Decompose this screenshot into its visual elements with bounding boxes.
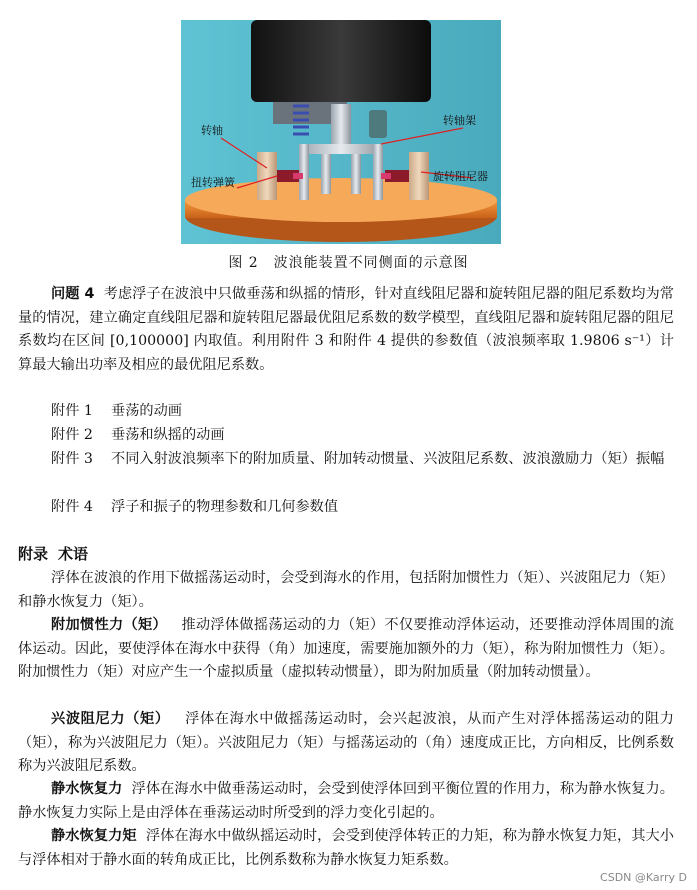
appendix-title: 术语 (58, 545, 89, 563)
term-text: 推动浮体做摇荡运动的力（矩）不仅要推动浮体运动，还要推动浮体周围的流体运动。因此，要使浮体在海水中获得（角）加速度，需要施加额外的力（矩），称为附加惯性力（矩）。附加惯性力（矩）对应产生一个虚拟质量（虚拟转动惯量），即为附加质量（附加转动惯量）。 (18, 617, 674, 680)
term-name: 静水恢复力矩 (51, 828, 137, 844)
term-name: 兴波阻尼力（矩） (51, 711, 170, 727)
watermark: CSDN @Karry D (600, 871, 687, 884)
device-diagram (181, 20, 501, 244)
term-paragraph (18, 778, 674, 825)
term-paragraph (18, 614, 674, 685)
attachment-text: 垂荡的动画 (111, 403, 182, 419)
attachment-number: 附件 4 (51, 499, 93, 515)
appendix-intro: 浮体在波浪的作用下做摇荡运动时，会受到海水的作用，包括附加惯性力（矩）、兴波阻尼力（矩）和静水恢复力（矩）。 (18, 570, 674, 610)
term-text: 浮体在海水中做纵摇运动时，会受到使浮体转正的力矩，称为静水恢复力矩，其大小与浮体相对于静水面的转角成正比，比例系数称为静水恢复力矩系数。 (18, 828, 674, 868)
term-text: 浮体在海水中做垂荡运动时，会受到使浮体回到平衡位置的作用力，称为静水恢复力。静水恢复力实际上是由浮体在垂荡运动时所受到的浮力变化引起的。 (18, 781, 674, 821)
attachment-item (18, 496, 674, 520)
label-shaft: 转轴 (201, 124, 223, 137)
attachment-item (18, 400, 674, 424)
label-torsion-spring: 扭转弹簧 (191, 176, 235, 189)
term-name: 附加惯性力（矩） (51, 617, 167, 633)
problem-4-paragraph (18, 283, 674, 377)
appendix-heading (18, 543, 98, 564)
problem-4-text: 考虑浮子在波浪中只做垂荡和纵摇的情形，针对直线阻尼器和旋转阻尼器的阻尼系数均为常量的情况，建立确定直线阻尼器和旋转阻尼器最优阻尼系数的数学模型，直线阻尼器和旋转阻尼器的阻尼系数均在区间 [0,100000] 内取值。利用附件 3 和附件 4 提供的参数值（波浪频率取 1.9806 s⁻¹）计算最大输出功率及相应的最优阻尼系数。 (18, 286, 674, 373)
term-paragraph (18, 708, 674, 779)
attachment-number: 附件 3 (51, 451, 93, 467)
problem-4-title: 问题 4 (51, 286, 95, 302)
appendix-label: 附录 (18, 545, 49, 563)
term-name: 静水恢复力 (51, 781, 123, 797)
label-rotary-damper: 旋转阻尼器 (433, 170, 488, 183)
device-illustration (181, 20, 501, 244)
term-text: 浮体在海水中做摇荡运动时，会兴起波浪，从而产生对浮体摇荡运动的阻力（矩），称为兴波阻尼力（矩）。兴波阻尼力（矩）与摇荡运动的（角）速度成正比，方向相反，比例系数称为兴波阻尼系数。 (18, 711, 674, 774)
figure-caption: 图 2 波浪能装置不同侧面的示意图 (228, 255, 469, 271)
label-shaft-frame: 转轴架 (443, 114, 476, 127)
attachment-text: 浮子和振子的物理参数和几何参数值 (111, 499, 339, 515)
attachment-item (18, 424, 674, 448)
attachment-item (18, 448, 674, 472)
attachment-number: 附件 2 (51, 427, 93, 443)
term-paragraph (18, 825, 674, 872)
attachment-text: 垂荡和纵摇的动画 (111, 427, 225, 443)
attachment-text: 不同入射波浪频率下的附加质量、附加转动惯量、兴波阻尼系数、波浪激励力（矩）振幅 (111, 451, 665, 467)
attachment-number: 附件 1 (51, 403, 93, 419)
